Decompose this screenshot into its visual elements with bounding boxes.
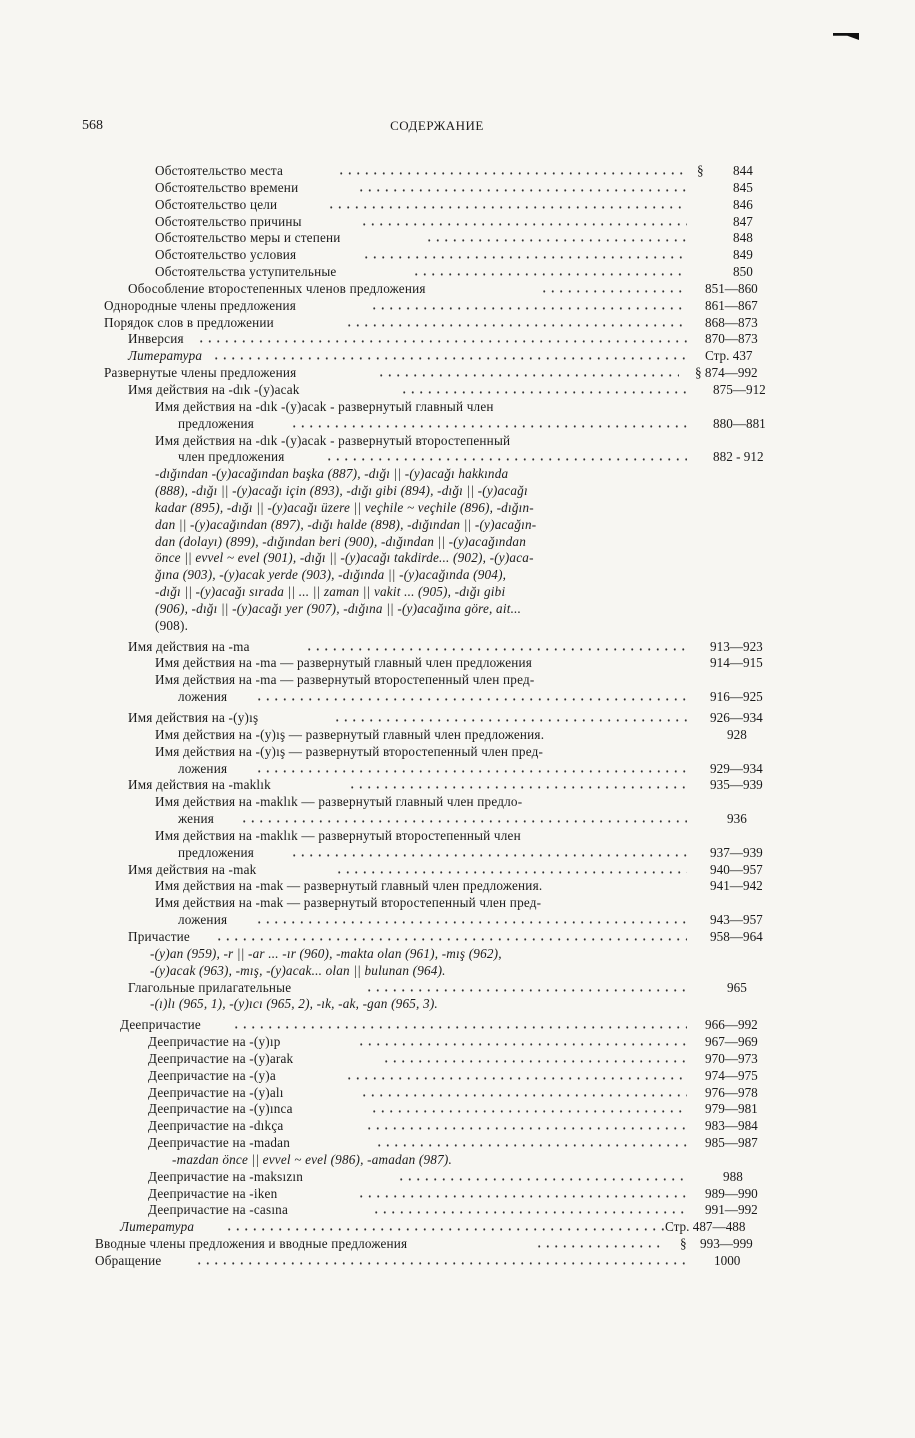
toc-entry: Деепричастие на -(y)ınca 979—981 xyxy=(148,1101,758,1117)
toc-entry: Деепричастие на -dıkça 983—984 xyxy=(148,1118,758,1134)
toc-entry: Глагольные прилагательные 965 xyxy=(128,979,747,995)
toc-entry: Инверсия 870—873 xyxy=(128,331,758,347)
toc-entry: Имя действия на -dık -(y)acak - развернутый главный член xyxy=(155,398,494,414)
toc-entry: Литература Стр. 487—488 xyxy=(120,1219,746,1235)
toc-entry: -(y)acak (963), -mış, -(y)acak... olan || bulunan (964). xyxy=(150,962,446,978)
page-header xyxy=(82,118,792,138)
toc-entry: dan || -(y)acağından (897), -dığı halde (898), -dığından || -(y)acağın- xyxy=(155,516,537,532)
toc-entry: Обособление второстепенных членов предложения 851—860 xyxy=(128,280,758,296)
toc-entry: Имя действия на -(y)ış — развернутый второстепенный член пред- xyxy=(155,743,544,759)
toc-entry: Литература Стр. 437 xyxy=(128,348,753,364)
toc-entry: Деепричастие на -(y)arak 970—973 xyxy=(148,1050,758,1066)
toc-entry: Деепричастие на -(y)a 974—975 xyxy=(148,1067,758,1083)
toc-entry: Имя действия на -ma 913—923 xyxy=(128,638,763,654)
toc-entry: ложения 916—925 xyxy=(178,689,763,705)
toc-entry: Имя действия на -mak — развернутый второстепенный член пред- xyxy=(155,895,542,911)
toc-entry: -(y)an (959), -r || -ar ... -ır (960), -makta olan (961), -mış (962), xyxy=(150,945,502,961)
toc-entry: Обстоятельство меры и степени 848 xyxy=(155,230,753,246)
toc-entry: член предложения 882 - 912 xyxy=(178,449,764,465)
toc-entry: Причастие 958—964 xyxy=(128,928,763,944)
toc-entry: (888), -dığı || -(y)acağı için (893), -dığı gibi (894), -dığı || -(y)acağı xyxy=(155,483,528,499)
toc-entry: жения 936 xyxy=(178,811,747,827)
toc-entry: Имя действия на -dık -(y)acak - развернутый второстепенный xyxy=(155,432,511,448)
toc-entry: Имя действия на -ma — развернутый второстепенный член пред- xyxy=(155,672,535,688)
toc-entry: -mazdan önce || evvel ~ evel (986), -amadan (987). xyxy=(172,1151,452,1167)
toc-entry: Обстоятельство условия 849 xyxy=(155,247,753,263)
toc-entry: -dığından -(y)acağından başka (887), -dığı || -(y)acağı hakkında xyxy=(155,466,509,482)
toc-entry: Имя действия на -(y)ış 926—934 xyxy=(128,710,763,725)
toc-entry: Обстоятельство времени 845 xyxy=(155,179,753,195)
toc-entry: Обстоятельства уступительные 850 xyxy=(155,264,753,280)
toc-entry: Обстоятельство причины 847 xyxy=(155,213,753,229)
toc-entry: Имя действия на -ma — развернутый главный член предложения 914—915 xyxy=(155,655,763,671)
toc-entry: Имя действия на -maklık — развернутый главный член предло- xyxy=(155,794,523,810)
toc-entry: kadar (895), -dığı || -(y)acağı üzere || veçhile ~ veçhile (896), -dığın- xyxy=(155,499,534,515)
toc-entry: Имя действия на -maklık — развернутый второстепенный член xyxy=(155,827,521,843)
toc-entry: Деепричастие 966—992 xyxy=(120,1017,758,1033)
page-number: 568 xyxy=(82,118,103,133)
toc-entry: Деепричастие на -iken 989—990 xyxy=(148,1185,758,1201)
toc-entry: Имя действия на -mak 940—957 xyxy=(128,861,763,877)
toc-entry: Имя действия на -(y)ış — развернутый главный член предложения. 928 xyxy=(155,726,747,742)
toc-entry: Обстоятельство места § 844 xyxy=(155,163,753,178)
running-title: СОДЕРЖАНИЕ xyxy=(390,118,484,133)
toc-entry: ğına (903), -(y)acak yerde (903), -dığında || -(y)acağında (904), xyxy=(155,567,507,583)
toc-entry: Имя действия на -mak — развернутый главный член предложения. 941—942 xyxy=(155,878,763,894)
toc-entry: Деепричастие на -casına 991—992 xyxy=(148,1202,758,1218)
toc-entry: Имя действия на -maklık 935—939 xyxy=(128,777,763,793)
toc-entry: Развернутые члены предложения § 874—992 xyxy=(104,365,758,381)
toc-entry: Деепричастие на -(y)ıp 967—969 xyxy=(148,1034,758,1050)
toc-entry: предложения 937—939 xyxy=(178,844,763,860)
toc-entry: (908). xyxy=(155,617,189,633)
corner-scan-mark xyxy=(833,33,859,40)
toc-entry: ложения 929—934 xyxy=(178,760,763,776)
toc-entry: ложения 943—957 xyxy=(178,912,763,928)
toc-entry: (906), -dığı || -(y)acağı yer (907), -dığına || -(y)acağına göre, ait... xyxy=(155,600,522,616)
toc-entry: Вводные члены предложения и вводные предложения § 993—999 xyxy=(95,1236,753,1252)
toc-entry: -(ı)lı (965, 1), -(y)ıcı (965, 2), -ık, -ak, -gan (965, 3). xyxy=(150,996,438,1012)
toc-entry: önce || evvel ~ evel (901), -dığı || -(y)acağı takdirde... (902), -(y)aca- xyxy=(155,550,534,566)
toc-entry: Деепричастие на -maksızın 988 xyxy=(148,1168,743,1184)
toc-entry: предложения 880—881 xyxy=(178,415,766,431)
table-of-contents xyxy=(0,163,915,1270)
toc-entry: Обстоятельство цели 846 xyxy=(155,196,753,212)
toc-entry: Деепричастие на -(y)alı 976—978 xyxy=(148,1084,758,1100)
toc-entry: Деепричастие на -madan 985—987 xyxy=(148,1135,758,1151)
toc-entry: Обращение 1000 xyxy=(95,1253,741,1268)
toc-entry: -dığı || -(y)acağı sırada || ... || zaman || vakit ... (905), -dığı gibi xyxy=(155,584,506,600)
toc-entry: Однородные члены предложения 861—867 xyxy=(104,297,758,313)
toc-entry: dan (dolayı) (899), -dığından beri (900), -dığından || -(y)acağından xyxy=(155,533,526,549)
toc-entry: Имя действия на -dık -(y)acak 875—912 xyxy=(128,381,766,397)
toc-entry: Порядок слов в предложении 868—873 xyxy=(104,314,758,330)
